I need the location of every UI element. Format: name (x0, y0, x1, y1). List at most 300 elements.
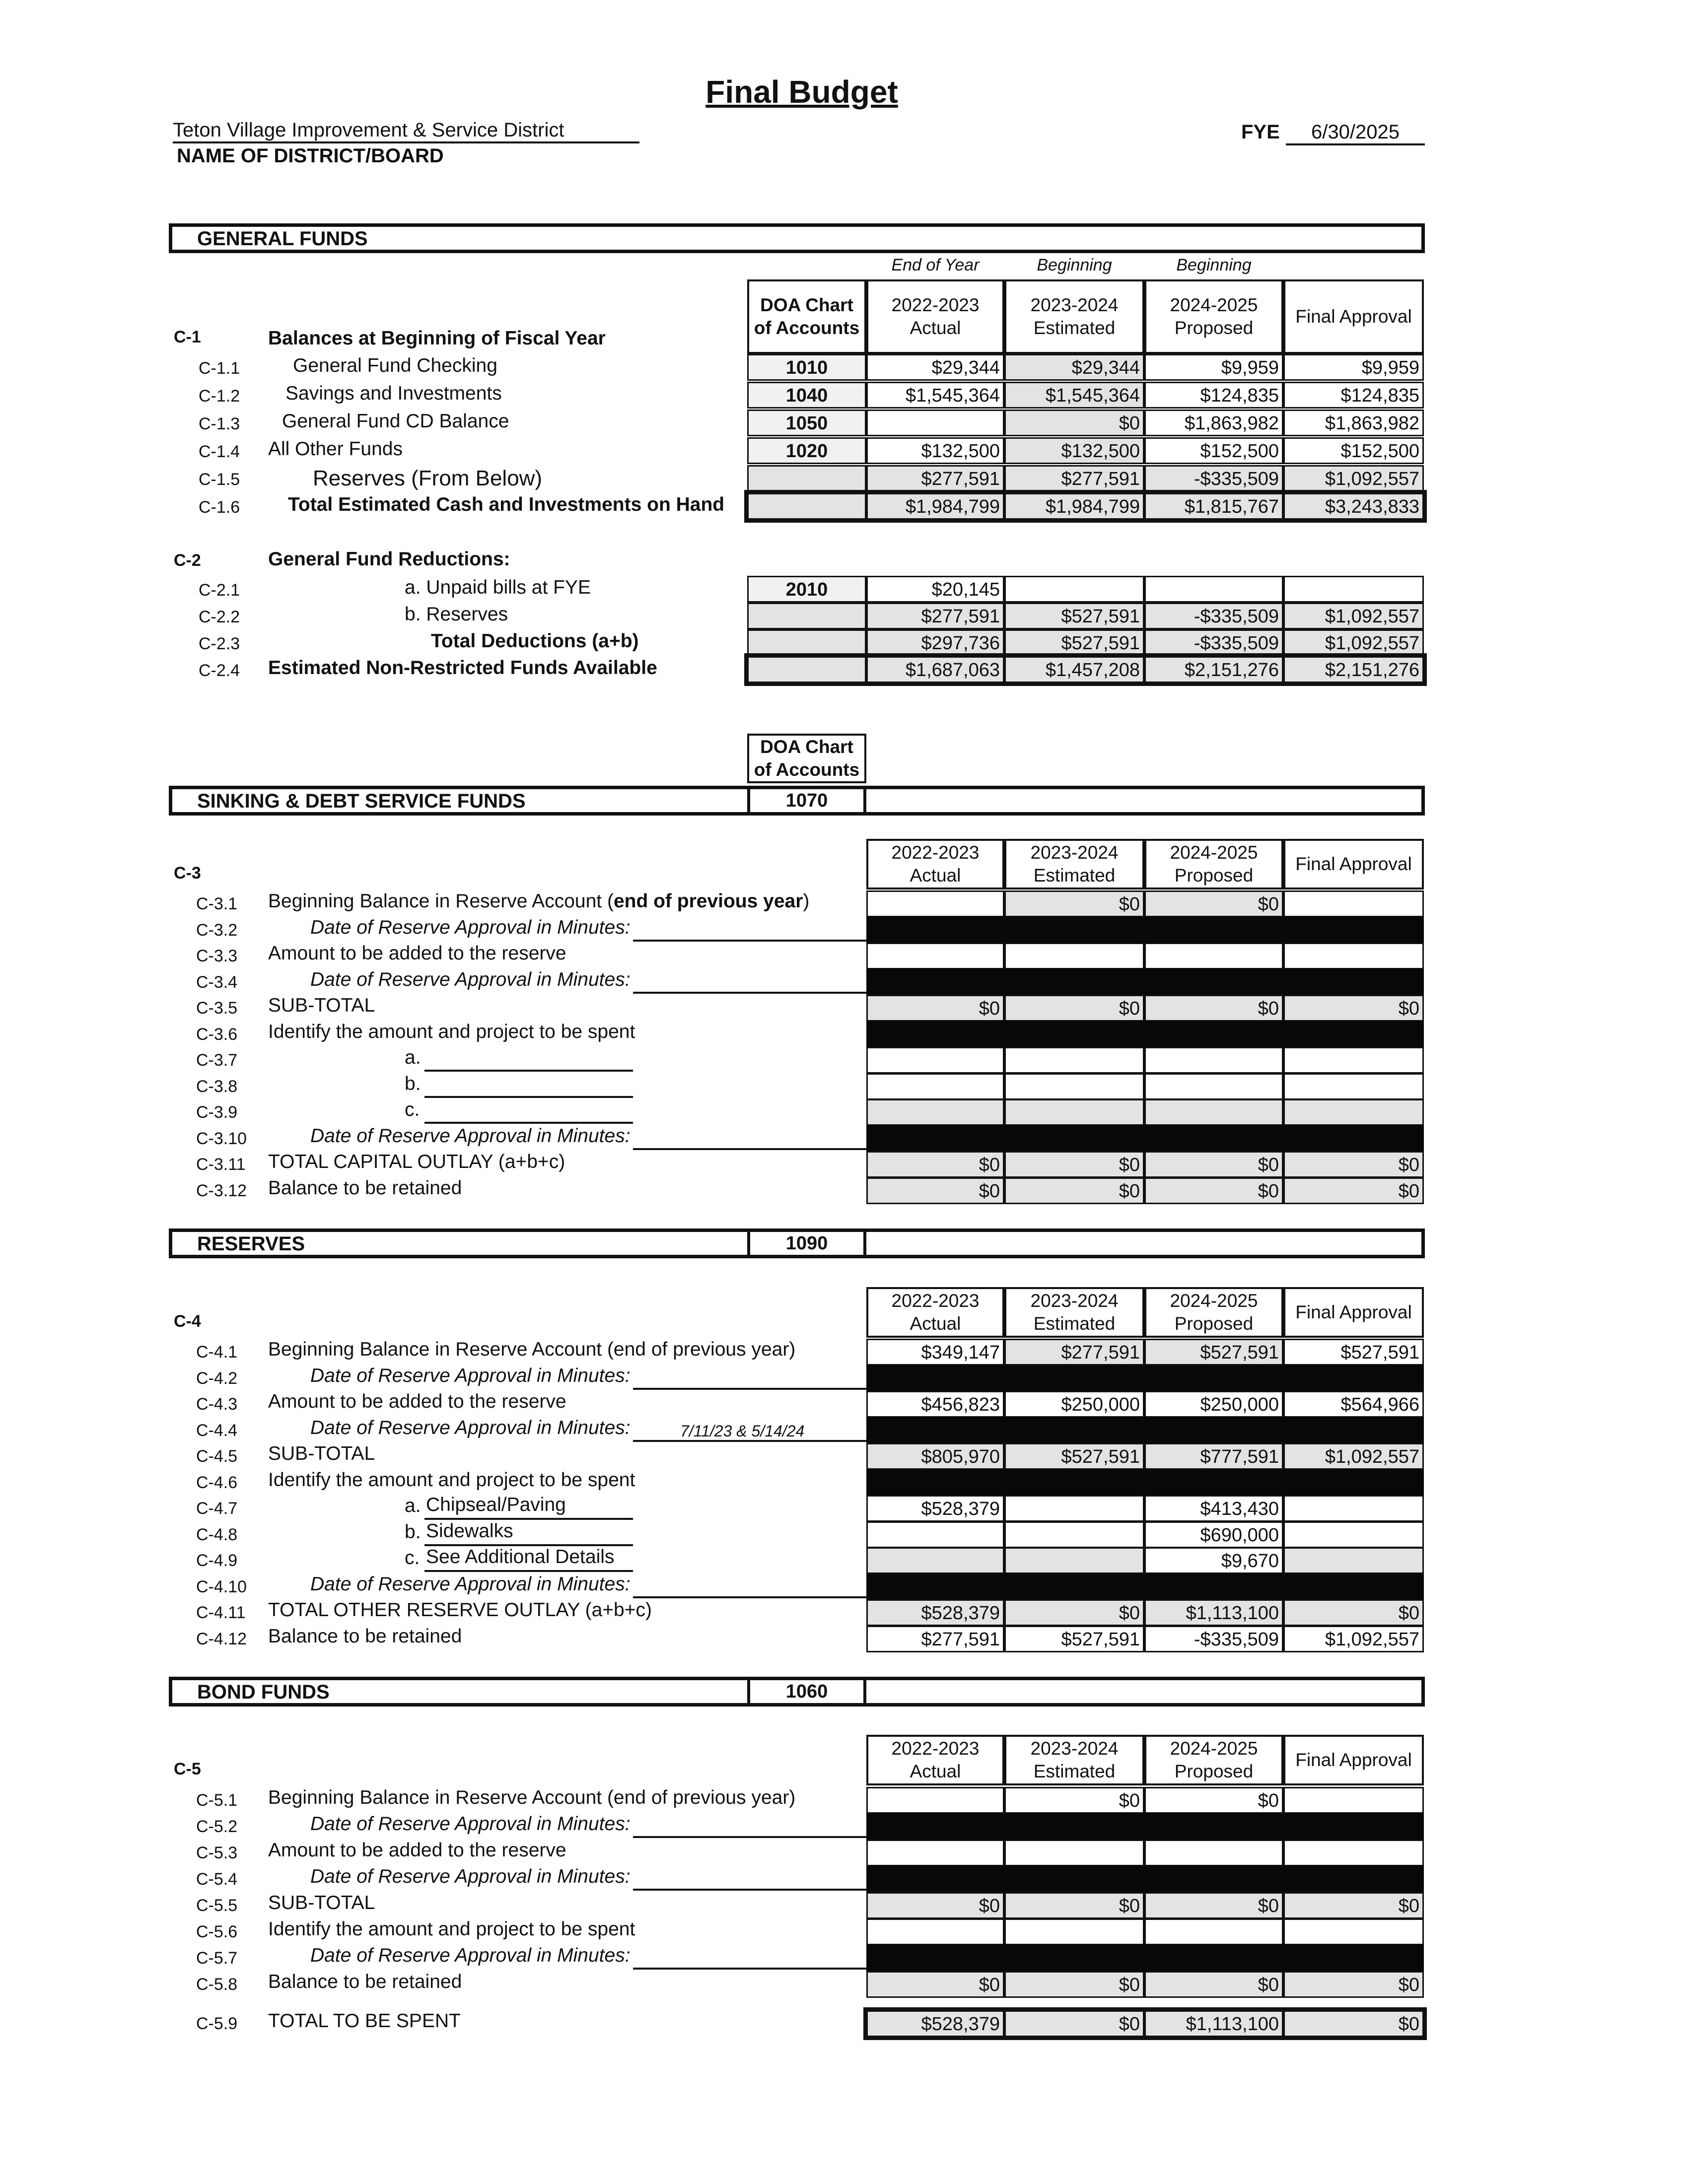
bond-row-label: Beginning Balance in Reserve Account (end of previous year) (268, 1787, 796, 1808)
bond-row-code: C-5.2 (196, 1817, 238, 1836)
sinking-4-cell-1: $0 (1004, 995, 1144, 1022)
col-header-year: 2024-2025 (1170, 842, 1258, 863)
district-caption: NAME OF DISTRICT/BOARD (177, 145, 444, 167)
col-header-year: 2024-2025 (1170, 295, 1258, 315)
sinking-row-code: C-3.4 (196, 972, 238, 992)
reserves-col-header-0 (866, 1287, 1004, 1338)
reserves-11-cell-0: $277,591 (866, 1626, 1004, 1652)
c2-3-cell-0: $1,687,063 (866, 656, 1004, 683)
reserves-0-cell-1: $277,591 (1004, 1339, 1144, 1365)
col-header-text: Final Approval (1295, 1750, 1412, 1770)
c1-row-code: C-1.4 (199, 442, 240, 461)
reserves-row-code: C-4.11 (196, 1603, 246, 1622)
bond-5-cell-0 (866, 1918, 1004, 1945)
sinking-date-line (633, 1148, 866, 1150)
reserves-1-cell-3 (1283, 1365, 1424, 1392)
gf-col-header-0 (866, 279, 1004, 354)
reserves-7-cell-0 (866, 1521, 1004, 1548)
c1-row-code: C-1.1 (199, 359, 240, 378)
reserves-1-cell-1 (1004, 1365, 1144, 1392)
bond-4-cell-0: $0 (866, 1892, 1004, 1919)
gf-col-header-2 (1144, 279, 1283, 354)
sinking-2-cell-1 (1004, 943, 1144, 969)
bond-date-line (633, 1968, 866, 1970)
label-part-bold: end of previous year (613, 890, 803, 912)
c1-row-label: All Other Funds (268, 438, 403, 460)
sinking-row-label: c. (405, 1099, 420, 1120)
bond-2-cell-2 (1144, 1840, 1283, 1866)
c2-0-cell-1 (1004, 576, 1144, 603)
sinking-9-cell-1 (1004, 1125, 1144, 1152)
c1-0-cell-0: $29,344 (866, 354, 1004, 381)
c1-row-code: C-1.3 (199, 414, 240, 433)
sinking-2-cell-2 (1144, 943, 1283, 969)
sinking-5-cell-1 (1004, 1021, 1144, 1048)
col-header-text (1031, 841, 1119, 887)
sinking-col-header-0 (866, 839, 1004, 889)
general-funds-bar (169, 223, 1425, 253)
sinking-1-cell-0 (866, 917, 1004, 944)
bond-total-cell-0: $528,379 (866, 2010, 1004, 2037)
reserves-row-code: C-4.1 (196, 1343, 238, 1362)
col-header-kind: Proposed (1174, 318, 1254, 338)
c1-row-label: Total Estimated Cash and Investments on Hand (288, 494, 725, 515)
reserves-7-cell-1 (1004, 1521, 1144, 1548)
c2-1-cell-0: $277,591 (866, 603, 1004, 629)
reserves-4-cell-3: $1,092,557 (1283, 1443, 1424, 1470)
bond-col-header-2 (1144, 1735, 1283, 1785)
bond-row-code: C-5.4 (196, 1870, 238, 1889)
sinking-row-code: C-3.7 (196, 1051, 238, 1070)
col-header-kind: Estimated (1033, 865, 1116, 886)
sinking-11-cell-2: $0 (1144, 1177, 1283, 1204)
bond-7-cell-0: $0 (866, 1971, 1004, 1998)
reserves-0-cell-2: $527,591 (1144, 1339, 1283, 1365)
sinking-col-header-3 (1283, 839, 1424, 889)
reserves-8-cell-1 (1004, 1547, 1144, 1574)
sinking-row-label: a. (405, 1047, 421, 1068)
page-title: Final Budget (705, 74, 898, 110)
bond-4-cell-3: $0 (1283, 1892, 1424, 1919)
bond-2-cell-1 (1004, 1840, 1144, 1866)
sinking-4-cell-2: $0 (1144, 995, 1283, 1022)
sinking-8-cell-3 (1283, 1099, 1424, 1126)
reserves-approval-dates: 7/11/23 & 5/14/24 (680, 1422, 805, 1440)
bond-5-cell-1 (1004, 1918, 1144, 1945)
c1-row-label: Savings and Investments (285, 383, 502, 404)
reserves-heading: RESERVES (197, 1233, 305, 1255)
reserves-1-cell-0 (866, 1365, 1004, 1392)
bond-total-cell-2: $1,113,100 (1144, 2010, 1283, 2037)
c1-2-cell-1: $0 (1004, 410, 1144, 436)
sinking-5-cell-3 (1283, 1021, 1424, 1048)
fye-label: FYE (1241, 121, 1280, 143)
bond-row-code: C-5.8 (196, 1975, 238, 1994)
bond-3-cell-0 (866, 1866, 1004, 1893)
bond-row-code: C-5.1 (196, 1791, 238, 1810)
sinking-row-code: C-3.3 (196, 947, 238, 965)
gf-subheader-1: Beginning (1037, 256, 1112, 274)
bond-row-label: Date of Reserve Approval in Minutes: (310, 1813, 631, 1835)
c2-2-cell-3: $1,092,557 (1283, 629, 1424, 656)
reserves-6-cell-3 (1283, 1495, 1424, 1522)
c2-row-code: C-2.4 (199, 661, 240, 680)
col-header-kind: Estimated (1033, 1761, 1116, 1781)
reserves-row-label: SUB-TOTAL (268, 1443, 375, 1464)
col-header-kind: Estimated (1033, 1313, 1116, 1334)
sinking-row-code: C-3.12 (196, 1181, 247, 1200)
c1-2-cell-2: $1,863,982 (1144, 410, 1283, 436)
reserves-code: C-4 (174, 1312, 201, 1331)
reserves-row-label: Amount to be added to the reserve (268, 1391, 566, 1412)
sinking-row-code: C-3.9 (196, 1103, 238, 1122)
sinking-item-line (424, 1070, 633, 1072)
c1-0-cell-2: $9,959 (1144, 354, 1283, 381)
col-header-year: 2022-2023 (891, 1738, 980, 1759)
sinking-0-cell-3 (1283, 890, 1424, 917)
col-header-year: 2024-2025 (1170, 1291, 1258, 1311)
sinking-row-label: SUB-TOTAL (268, 995, 375, 1016)
reserves-item-text: Chipseal/Paving (426, 1494, 566, 1515)
reserves-8-cell-3 (1283, 1547, 1424, 1574)
bond-2-cell-3 (1283, 1840, 1424, 1866)
reserves-2-cell-1: $250,000 (1004, 1391, 1144, 1418)
reserves-8-cell-0 (866, 1547, 1004, 1574)
sinking-row-code: C-3.1 (196, 894, 238, 913)
sinking-7-cell-2 (1144, 1073, 1283, 1100)
c2-2-cell-1: $527,591 (1004, 629, 1144, 656)
sinking-1-cell-1 (1004, 917, 1144, 944)
c2-row-code: C-2.3 (199, 634, 240, 653)
c1-4-cell-1: $277,591 (1004, 465, 1144, 492)
bond-0-cell-3 (1283, 1787, 1424, 1814)
sinking-5-cell-0 (866, 1021, 1004, 1048)
reserves-3-cell-2 (1144, 1417, 1283, 1444)
c1-0-cell-3: $9,959 (1283, 354, 1424, 381)
reserves-row-code: C-4.8 (196, 1525, 238, 1544)
c2-0-cell-2 (1144, 576, 1283, 603)
bond-7-cell-2: $0 (1144, 1971, 1283, 1998)
sinking-0-cell-0 (866, 890, 1004, 917)
c2-title: General Fund Reductions: (268, 548, 510, 570)
sinking-9-cell-3 (1283, 1125, 1424, 1152)
reserves-row-code: C-4.9 (196, 1551, 238, 1570)
col-header-year: 2022-2023 (891, 842, 980, 863)
c1-acct-cell: 1040 (747, 382, 866, 409)
sinking-row-label: Amount to be added to the reserve (268, 943, 566, 964)
sinking-doa-header: DOA Chart of Accounts (747, 734, 866, 783)
col-header-kind: Estimated (1033, 318, 1116, 338)
sinking-8-cell-0 (866, 1099, 1004, 1126)
bond-row-label: Date of Reserve Approval in Minutes: (310, 1866, 631, 1887)
c1-1-cell-0: $1,545,364 (866, 382, 1004, 409)
c2-2-cell-2: -$335,509 (1144, 629, 1283, 656)
c1-row-label: General Fund Checking (293, 355, 497, 376)
sinking-row-code: C-3.11 (196, 1155, 246, 1174)
c1-5-cell-3: $3,243,833 (1283, 493, 1424, 520)
reserves-9-cell-3 (1283, 1573, 1424, 1600)
sinking-2-cell-0 (866, 943, 1004, 969)
c2-row-label: Estimated Non-Restricted Funds Available (268, 657, 657, 679)
col-header-year: 2023-2024 (1030, 842, 1119, 863)
c2-0-cell-3 (1283, 576, 1424, 603)
gf-col-header-1 (1004, 279, 1144, 354)
col-header-text (892, 841, 980, 887)
c1-4-cell-3: $1,092,557 (1283, 465, 1424, 492)
c1-1-cell-2: $124,835 (1144, 382, 1283, 409)
sinking-row-code: C-3.2 (196, 920, 238, 940)
col-header-year: 2023-2024 (1030, 1291, 1119, 1311)
reserves-11-cell-2: -$335,509 (1144, 1626, 1283, 1652)
sinking-row-label: Balance to be retained (268, 1177, 462, 1199)
reserves-row-label: Date of Reserve Approval in Minutes: (310, 1417, 631, 1438)
reserves-7-cell-2: $690,000 (1144, 1521, 1283, 1548)
reserves-11-cell-3: $1,092,557 (1283, 1626, 1424, 1652)
col-header-kind: Actual (910, 865, 961, 886)
col-header-kind: Proposed (1174, 1313, 1254, 1334)
c1-row-code: C-1.6 (199, 498, 240, 517)
reserves-11-cell-1: $527,591 (1004, 1626, 1144, 1652)
reserves-5-cell-3 (1283, 1469, 1424, 1496)
bond-col-header-3 (1283, 1735, 1424, 1785)
sinking-row-code: C-3.5 (196, 999, 238, 1018)
gf-subheader-2: Beginning (1176, 256, 1252, 274)
c2-3-cell-3: $2,151,276 (1283, 656, 1424, 683)
c1-acct-cell: 1020 (747, 437, 866, 464)
bond-row-label: SUB-TOTAL (268, 1892, 375, 1913)
col-header-text (892, 1737, 980, 1783)
sinking-row-code: C-3.10 (196, 1129, 247, 1148)
c2-acct-cell (747, 656, 866, 683)
bond-0-cell-2: $0 (1144, 1787, 1283, 1814)
sinking-col-header-1 (1004, 839, 1144, 889)
reserves-row-label: TOTAL OTHER RESERVE OUTLAY (a+b+c) (268, 1599, 652, 1621)
reserves-2-cell-2: $250,000 (1144, 1391, 1283, 1418)
sinking-date-line (633, 940, 866, 942)
sinking-7-cell-1 (1004, 1073, 1144, 1100)
bond-total-label: TOTAL TO BE SPENT (268, 2010, 461, 2032)
reserves-row-code: C-4.5 (196, 1447, 238, 1466)
reserves-6-cell-1 (1004, 1495, 1144, 1522)
reserves-item-line (424, 1518, 633, 1520)
reserves-row-code: C-4.10 (196, 1577, 247, 1596)
reserves-4-cell-0: $805,970 (866, 1443, 1004, 1470)
reserves-row-label: Identify the amount and project to be spent (268, 1469, 635, 1491)
reserves-col-header-2 (1144, 1287, 1283, 1338)
reserves-10-cell-1: $0 (1004, 1599, 1144, 1626)
general-funds-heading: GENERAL FUNDS (197, 228, 368, 250)
c1-0-cell-1: $29,344 (1004, 354, 1144, 381)
bond-1-cell-2 (1144, 1813, 1283, 1840)
reserves-row-label: Balance to be retained (268, 1625, 462, 1647)
col-header-kind: Actual (910, 1313, 961, 1334)
c2-row-code: C-2.1 (199, 581, 240, 600)
c2-3-cell-2: $2,151,276 (1144, 656, 1283, 683)
col-header-year: 2023-2024 (1030, 1738, 1119, 1759)
reserves-10-cell-2: $1,113,100 (1144, 1599, 1283, 1626)
bond-row-label: Amount to be added to the reserve (268, 1840, 566, 1861)
c1-2-cell-3: $1,863,982 (1283, 410, 1424, 436)
reserves-2-cell-0: $456,823 (866, 1391, 1004, 1418)
bond-col-header-0 (866, 1735, 1004, 1785)
bond-7-cell-1: $0 (1004, 1971, 1144, 1998)
c1-1-cell-1: $1,545,364 (1004, 382, 1144, 409)
bond-7-cell-3: $0 (1283, 1971, 1424, 1998)
bond-1-cell-0 (866, 1813, 1004, 1840)
sinking-item-line (424, 1122, 633, 1124)
col-header-text (892, 294, 980, 340)
reserves-8-cell-2: $9,670 (1144, 1547, 1283, 1574)
c2-1-cell-2: -$335,509 (1144, 603, 1283, 629)
col-header-year: 2022-2023 (891, 295, 980, 315)
bond-1-cell-1 (1004, 1813, 1144, 1840)
col-header-kind: Actual (910, 318, 961, 338)
col-header-kind: Proposed (1174, 1761, 1254, 1781)
bond-code: C-5 (174, 1760, 201, 1778)
sinking-10-cell-2: $0 (1144, 1151, 1283, 1178)
reserves-item-text: See Additional Details (426, 1546, 615, 1568)
sinking-6-cell-0 (866, 1047, 1004, 1074)
bond-heading: BOND FUNDS (197, 1681, 330, 1703)
sinking-2-cell-3 (1283, 943, 1424, 969)
district-name: Teton Village Improvement & Service District (173, 119, 639, 143)
col-header-text (1170, 841, 1258, 887)
reserves-2-cell-3: $564,966 (1283, 1391, 1424, 1418)
sinking-7-cell-3 (1283, 1073, 1424, 1100)
col-header-kind: Proposed (1174, 865, 1254, 886)
c1-3-cell-3: $152,500 (1283, 437, 1424, 464)
bond-row-code: C-5.3 (196, 1843, 238, 1862)
sinking-row-label: Date of Reserve Approval in Minutes: (310, 1125, 631, 1147)
reserves-5-cell-1 (1004, 1469, 1144, 1496)
sinking-0-cell-1: $0 (1004, 890, 1144, 917)
reserves-col-header-1 (1004, 1287, 1144, 1338)
col-header-year: 2024-2025 (1170, 1738, 1258, 1759)
reserves-date-line (633, 1596, 866, 1598)
c2-row-code: C-2.2 (199, 608, 240, 626)
sinking-date-line (633, 992, 866, 994)
reserves-item-line (424, 1544, 633, 1546)
bond-row-label: Balance to be retained (268, 1971, 462, 1992)
col-header-text (1031, 294, 1119, 340)
bond-date-line (633, 1889, 866, 1891)
bond-date-line (633, 1836, 866, 1838)
reserves-9-cell-0 (866, 1573, 1004, 1600)
sinking-3-cell-2 (1144, 969, 1283, 996)
c1-acct-cell (747, 465, 866, 492)
bond-total-cell-3: $0 (1283, 2010, 1424, 2037)
c2-row-label: b. Reserves (405, 604, 508, 625)
reserves-7-cell-3 (1283, 1521, 1424, 1548)
sinking-11-cell-3: $0 (1283, 1177, 1424, 1204)
c1-4-cell-2: -$335,509 (1144, 465, 1283, 492)
c1-code: C-1 (174, 328, 201, 346)
sinking-3-cell-3 (1283, 969, 1424, 996)
bond-row-code: C-5.7 (196, 1949, 238, 1968)
label-part: Beginning Balance in Reserve Account ( (268, 890, 614, 912)
sinking-code: C-3 (174, 864, 201, 883)
sinking-row-label: b. (405, 1073, 421, 1094)
sinking-heading: SINKING & DEBT SERVICE FUNDS (197, 790, 526, 812)
bond-3-cell-2 (1144, 1866, 1283, 1893)
reserves-row-label: c. (405, 1547, 420, 1569)
sinking-col-header-2 (1144, 839, 1283, 889)
c1-2-cell-0 (866, 410, 1004, 436)
reserves-0-cell-3: $527,591 (1283, 1339, 1424, 1365)
reserves-6-cell-2: $413,430 (1144, 1495, 1283, 1522)
sinking-acct: 1070 (747, 786, 866, 816)
sinking-row-label (268, 890, 809, 912)
c1-4-cell-0: $277,591 (866, 465, 1004, 492)
sinking-row-label: Date of Reserve Approval in Minutes: (310, 916, 631, 938)
bond-6-cell-0 (866, 1945, 1004, 1972)
col-header-text: Final Approval (1295, 854, 1412, 874)
bond-4-cell-1: $0 (1004, 1892, 1144, 1919)
c1-3-cell-2: $152,500 (1144, 437, 1283, 464)
reserves-row-code: C-4.2 (196, 1368, 238, 1388)
bond-6-cell-3 (1283, 1945, 1424, 1972)
sinking-10-cell-1: $0 (1004, 1151, 1144, 1178)
bond-1-cell-3 (1283, 1813, 1424, 1840)
sinking-row-code: C-3.6 (196, 1024, 238, 1044)
reserves-1-cell-2 (1144, 1365, 1283, 1392)
sinking-8-cell-2 (1144, 1099, 1283, 1126)
bond-0-cell-0 (866, 1787, 1004, 1814)
bond-row-code: C-5.6 (196, 1922, 238, 1941)
bond-3-cell-1 (1004, 1866, 1144, 1893)
col-header-text (892, 1290, 980, 1335)
sinking-item-line (424, 1096, 633, 1098)
sinking-4-cell-3: $0 (1283, 995, 1424, 1022)
c2-acct-cell: 2010 (747, 576, 866, 603)
reserves-row-code: C-4.6 (196, 1473, 238, 1492)
reserves-3-cell-0 (866, 1417, 1004, 1444)
bond-total-cell-1: $0 (1004, 2010, 1144, 2037)
c2-0-cell-0: $20,145 (866, 576, 1004, 603)
bond-col-header-1 (1004, 1735, 1144, 1785)
sinking-11-cell-0: $0 (866, 1177, 1004, 1204)
c1-5-cell-2: $1,815,767 (1144, 493, 1283, 520)
col-header-text (1031, 1737, 1119, 1783)
gf-col-header-3 (1283, 279, 1424, 354)
sinking-10-cell-0: $0 (866, 1151, 1004, 1178)
sinking-row-code: C-3.8 (196, 1077, 238, 1096)
col-header-kind: Actual (910, 1761, 961, 1781)
sinking-10-cell-3: $0 (1283, 1151, 1424, 1178)
sinking-1-cell-3 (1283, 917, 1424, 944)
col-header-text: Final Approval (1295, 1302, 1412, 1322)
bond-total-code: C-5.9 (196, 2014, 238, 2033)
bond-5-cell-2 (1144, 1918, 1283, 1945)
c1-row-label: Reserves (From Below) (313, 466, 543, 490)
reserves-row-code: C-4.7 (196, 1499, 238, 1518)
bond-3-cell-3 (1283, 1866, 1424, 1893)
reserves-0-cell-0: $349,147 (866, 1339, 1004, 1365)
c1-acct-cell: 1010 (747, 354, 866, 381)
c2-row-label: a. Unpaid bills at FYE (405, 577, 591, 598)
bond-row-label: Date of Reserve Approval in Minutes: (310, 1945, 631, 1966)
sinking-3-cell-0 (866, 969, 1004, 996)
reserves-5-cell-0 (866, 1469, 1004, 1496)
c2-3-cell-1: $1,457,208 (1004, 656, 1144, 683)
c1-3-cell-1: $132,500 (1004, 437, 1144, 464)
reserves-4-cell-1: $527,591 (1004, 1443, 1144, 1470)
sinking-row-label: Identify the amount and project to be spent (268, 1021, 635, 1042)
bond-0-cell-1: $0 (1004, 1787, 1144, 1814)
bond-6-cell-1 (1004, 1945, 1144, 1972)
reserves-6-cell-0: $528,379 (866, 1495, 1004, 1522)
reserves-col-header-3 (1283, 1287, 1424, 1338)
